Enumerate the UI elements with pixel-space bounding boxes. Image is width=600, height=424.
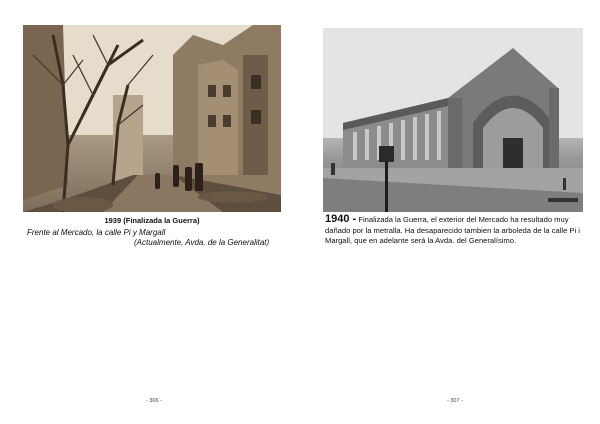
right-caption	[325, 214, 587, 247]
page-number-left: - 306 -	[146, 398, 162, 404]
right-caption-year: 1940 -	[325, 213, 357, 225]
left-caption-line2: (Actualmente, Avda. de la Generalitat)	[134, 238, 270, 247]
market-building-illustration	[323, 28, 583, 212]
street-ruins-illustration	[23, 25, 281, 212]
left-caption-line1: Frente al Mercado, la calle Pi y Margall	[27, 228, 166, 237]
photo-street-1939	[23, 25, 281, 212]
left-caption-title: 1939 (Finalizada la Guerra)	[104, 216, 200, 225]
photo-market-1940	[323, 28, 583, 212]
right-caption-text: Finalizada la Guerra, el exterior del Mercado ha resultado muy dañado por la metralla. Ha desaparecido tambien la arboleda de la calle Pi i Margall, que en adelante será la Avda. del Generalísimo.	[325, 215, 580, 245]
page-number-right: - 307 -	[447, 398, 463, 404]
